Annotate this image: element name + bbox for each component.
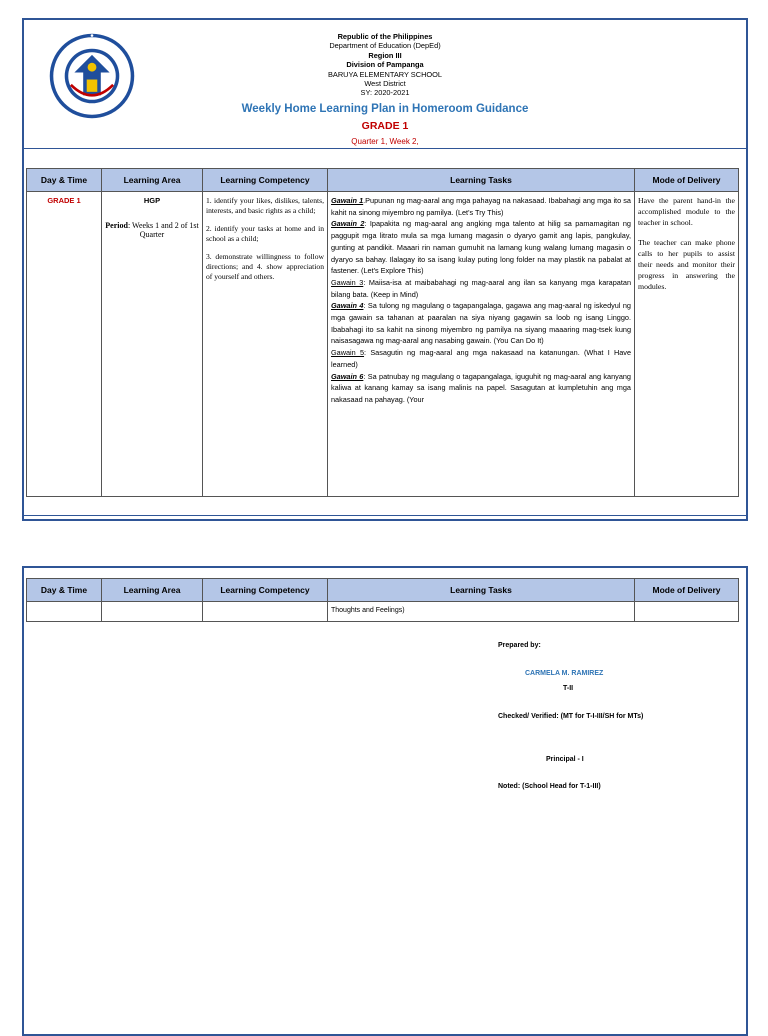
learning-competency-cell xyxy=(203,192,328,497)
task-item xyxy=(331,371,631,406)
day-time-cell xyxy=(27,602,102,622)
day-time-cell: GRADE 1 xyxy=(27,192,102,497)
competency-item: 1. identify your likes, dislikes, talents, interests, and basic rights as a child; xyxy=(206,196,324,215)
column-header: Learning Competency xyxy=(203,579,328,602)
task-item xyxy=(331,218,631,277)
task-label: Gawain 1 xyxy=(331,196,364,205)
learning-area-cell xyxy=(102,602,203,622)
competency-item: 3. demonstrate willingness to follow directions; and 4. show appreciation of yourself and others. xyxy=(206,252,324,281)
learning-area-cell xyxy=(102,192,203,497)
task-item xyxy=(331,277,631,300)
document-page-1 xyxy=(22,18,748,521)
column-header: Learning Tasks xyxy=(328,169,635,192)
task-text: : Sa patnubay ng magulang o tagapangalaga, iguguhit ng mag-aaral ang kanyang kaliwa at kanang kamay sa isang malinis na papel. Sasagutan at kumpletuhin ang mga nakasaad na pahayag. (Your xyxy=(331,371,631,404)
task-text: .Pupunan ng mag-aaral ang mga pahayag na nakasaad. Ibabahagi ang mga ito sa kahit na sinong miyembro ng pamilya. (Let's Try This) xyxy=(331,196,631,217)
learning-competency-cell xyxy=(203,602,328,622)
column-header: Day & Time xyxy=(27,579,102,602)
preparer-position: T-II xyxy=(563,685,574,692)
subject-label: HGP xyxy=(143,196,161,205)
column-header: Mode of Delivery xyxy=(635,579,739,602)
header-line: West District xyxy=(364,79,406,89)
learning-plan-table-continued xyxy=(26,578,739,622)
task-text: : Sasagutin ng mag-aaral ang mga nakasaad na katanungan. (What I Have learned) xyxy=(331,348,631,369)
table-row xyxy=(27,602,739,622)
header-line: Division of Pampanga xyxy=(346,60,424,70)
document-page-2 xyxy=(22,566,748,1036)
table-header-row xyxy=(27,169,739,192)
task-label: Gawain 6 xyxy=(331,371,364,381)
grade-heading: GRADE 1 xyxy=(361,119,409,132)
column-header: Mode of Delivery xyxy=(635,169,739,192)
prepared-by-label: Prepared by: xyxy=(498,642,541,649)
header-line: SY: 2020-2021 xyxy=(360,88,410,98)
column-header: Day & Time xyxy=(27,169,102,192)
task-label: Gawain 4 xyxy=(331,301,364,311)
preparer-name: CARMELA M. RAMIREZ xyxy=(525,670,604,677)
task-label: Gawain 3 xyxy=(331,277,364,287)
checked-verified-label: Checked/ Verified: (MT for T-I-III/SH for MTs) xyxy=(498,713,644,720)
table-row xyxy=(27,192,739,497)
task-item xyxy=(331,347,631,370)
learning-tasks-cell xyxy=(328,192,635,497)
column-header: Learning Competency xyxy=(203,169,328,192)
task-label: Gawain 5 xyxy=(331,348,365,358)
competency-item: 2. identify your tasks at home and in school as a child; xyxy=(206,224,324,243)
principal-label: Principal - I xyxy=(546,756,584,763)
document-header xyxy=(24,32,746,147)
task-text: : Ipapakita ng mag-aaral ang angking mga talento at hilig sa pamamagitan ng paggupit mga litrato mula sa mga lumang magasin o dyaryo gamit ang lapis, pangkulay, gunting at pandikit. Maaari rin naman gumuhit na lamang kung walang lumang magasin o dyaryo sa bahay. Ilalagay ito sa isang kulay puting long folder na may plastik na pabalat at fastener. (Let's Explore This) xyxy=(331,219,631,276)
delivery-note: The teacher can make phone calls to her pupils to assist their needs and monitor their progress in answering the modules. xyxy=(638,238,735,291)
task-item xyxy=(331,195,631,218)
noted-label: Noted: (School Head for T-1-III) xyxy=(498,783,601,790)
task-label: Gawain 2 xyxy=(331,219,365,229)
task-item xyxy=(331,300,631,347)
learning-tasks-cell: Thoughts and Feelings) xyxy=(328,602,635,622)
period-label: Period xyxy=(105,221,128,230)
header-line: Republic of the Philippines xyxy=(337,32,433,41)
header-line: Region III xyxy=(368,50,402,60)
task-text: : Maiisa-isa at maibabahagi ng mag-aaral ang ilan sa kanyang mga karapatan bilang bata. (Keep in Mind) xyxy=(331,277,631,299)
column-header: Learning Area xyxy=(102,579,203,602)
document-title: Weekly Home Learning Plan in Homeroom Guidance xyxy=(241,102,529,115)
column-header: Learning Tasks xyxy=(328,579,635,602)
mode-of-delivery-cell xyxy=(635,602,739,622)
header-line: BARUYA ELEMENTARY SCHOOL xyxy=(327,69,443,79)
column-header: Learning Area xyxy=(102,169,203,192)
period-text: : Weeks 1 and 2 of 1st Quarter xyxy=(127,221,199,239)
learning-plan-table xyxy=(26,168,739,497)
quarter-week: Quarter 1, Week 2, xyxy=(351,136,419,146)
header-line: Department of Education (DepEd) xyxy=(329,41,441,51)
delivery-note: Have the parent hand-in the accomplished module to the teacher in school. xyxy=(638,196,735,227)
table-header-row xyxy=(27,579,739,602)
task-text: : Sa tulong ng magulang o tagapangalaga, gagawa ang mag-aaral ng iskedyul ng mga gawain sa tahanan at paaralan na siya niyang gagawin sa loob ng isang Linggo. Ibabahagi ito sa kahit na sinong miyembro ng pamilya na siyang maaaring mag-tsek kung naisasagawa ng mag-aaral ang nasabing gawain. (You Can Do It) xyxy=(331,301,631,346)
mode-of-delivery-cell xyxy=(635,192,739,497)
